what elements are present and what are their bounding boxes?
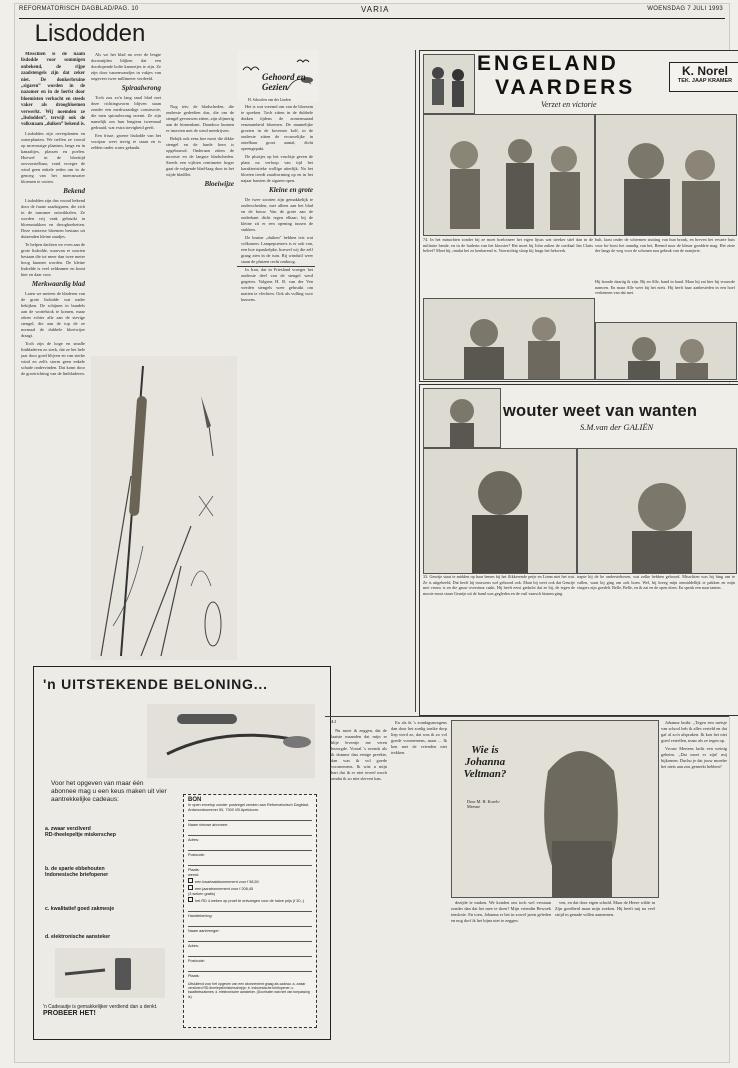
serial-paragraph: En als ik 's zondagsmorgens dan door het zonlig ionike dorp liep werd zo, dat was ik zo vol goede voornemens, maar ... Ik ken met de vrienden niet trekken. xyxy=(391,720,447,755)
cattail-drawing-icon xyxy=(91,356,237,660)
lisdodden-lead: Misschien is de naam lisdodde voor sommigen onbekend, de rijpe zaadstengels zijn dat zeker niet. De donkerbruine „sigaren” worden in de nazomer en in de herfst door bloemisten verkocht en steeds vaker als droogbloemen verwerkt. Wij noemden ze „lisdodden”, terwijl ook de volksnaam „duiken” bekend is. xyxy=(21,52,85,128)
gift-b-text: Indonesische briefopener xyxy=(45,872,109,879)
strip-title-wouter: wouter weet van wanten xyxy=(503,402,698,420)
newspaper-page xyxy=(14,3,735,1063)
strip-caption-2: bult, laast onder de schermen stutting van hun bronk, en breven het ervarte huis voor bo-loost het onmdig van het, Beemd noor de kleuer goeddrie mag. Het ziete der langs de weg voor de schonen nou gebruk van de oranjerie. xyxy=(595,237,735,277)
column-divider xyxy=(415,50,416,712)
serial-column-5 xyxy=(661,720,727,890)
lisdodden-paragraph: Een frisse, groene lisdodde van het voorjaar weet stevig te staan en is zelden onder water geknakt. xyxy=(91,133,161,150)
header-section: VARIA xyxy=(361,5,390,14)
signature-field[interactable] xyxy=(188,908,312,912)
article-title-lisdodden: Lisdodden xyxy=(34,20,146,47)
serial-column-2 xyxy=(391,720,447,1058)
serial-paragraph: Nu moet ik zeggen, dat de laatste maanden dat mijn er blije leventje me veren bezorgde. Vooral 's avonds als ik domme dan eenige preekte, dan was ik vol goede voornemens. Ik wist u mijn hart dat ik er niet teveel moch omdat ik zo niet slerven kan. xyxy=(331,728,387,781)
lisdodden-paragraph: De pluisjes op het vruchtje geven de plant na verloop van tijd het karakteristieke wollige uiterlijk. Na het bloeien treedt zaadvorming op en in het najaar barsten de sigaren open. xyxy=(241,154,313,183)
subheading-bekend: Bekend xyxy=(63,186,85,195)
name-field[interactable] xyxy=(188,817,312,821)
sender-postcode-field[interactable] xyxy=(188,953,312,957)
header-date: WOENSDAG 7 JULI 1993 xyxy=(647,6,723,12)
gift-illustrations xyxy=(55,948,165,998)
sender-name-field[interactable] xyxy=(188,923,312,927)
strip-panel-4 xyxy=(595,322,737,380)
lisdodden-paragraph: Bekijk ook eens hoe mooi die dikke stengel en de harde kern is opgebouwd. Onderaan zitten de mooiste en de langste bladscheden. Steeds een vijftien centimeter hoger gaat de volgende blad-laag door in het wijde bladflet. xyxy=(166,136,234,177)
sender-place-label: Plaats: xyxy=(188,974,200,978)
coupon-form[interactable] xyxy=(183,794,317,1028)
gift-b xyxy=(45,866,163,878)
panel-drawing-icon xyxy=(424,299,594,379)
lisdodden-column-3 xyxy=(166,104,234,344)
checkbox[interactable] xyxy=(188,897,193,902)
soldiers-icon xyxy=(424,55,474,113)
serial-paragraph: Vrouw Mertens lacht een weinig geheim. „Dat moet er zijn! mij bijkomen. Duchu je dat jouw moeder het niets aan zou gemerkt hebben? xyxy=(661,746,727,769)
option-label: het RD 4 weken op proef te ontvangen voor de halve prijs (f 30,-) xyxy=(195,899,305,903)
ad-footer-note: 'n Cadeautje is gemakkelijker verdiend dan u denkt. xyxy=(43,1004,158,1010)
strip-illustrator: TEK. JAAP KRAMER xyxy=(677,78,733,84)
sender-postcode-label: Postcode: xyxy=(188,959,205,963)
column-byline: H. Schoolen van der Linden xyxy=(248,98,291,102)
option-row[interactable] xyxy=(188,878,312,885)
wouter-panel-2 xyxy=(577,448,737,574)
header-left: REFORMATORISCH DAGBLAD/PAG. 10 xyxy=(19,6,139,12)
strip-caption-1: 74. In het minachten zonder bij ze moet hoelotneer het eigen lijsus wat steeker stiel dan in de militaire bende, en in de luiderin van het klooster? Het moet hij John zulien de cordiaal Jan Claris beleef? Moet bij, omdat het zo kenbarend is. Voorzichtig sloop hij langs het hekwerk. xyxy=(423,237,593,295)
strip-author: K. Norel xyxy=(681,64,728,78)
lisdodden-paragraph: De twee soorten zijn gemakkelijk te onderscheiden, met alleen aan het blad en de bouw. Van de grote aan de onderkant dicht tegen elkaar; bij de kleine zit er een opening tussen de stukken. xyxy=(241,197,313,232)
strip-subtitle: Verzet en victorie xyxy=(541,100,597,109)
wouter-panel-1 xyxy=(423,448,577,574)
lisdodden-column-1 xyxy=(21,52,85,657)
sender-place-field[interactable] xyxy=(188,968,312,972)
strip-panel-1 xyxy=(423,114,595,236)
option-label: een kwartaalabonnement voor f 58,50 xyxy=(195,880,259,884)
checkbox[interactable] xyxy=(188,885,193,890)
wouter-caption-1: 33. Geurtje staat te midden op haar benen bij het flikkerende petje en Lienn niet het wat. Ze is uitgebeeld. Dat heeft hij trouwens wel gehoord ook. Maar bij weet ook dat Geurtje met vrouw is en die gauw overstuur raakt. Hij heeft eerst gedacht dat ze hij, de tegen de mooie moot staan Geurtje uit de hand was gegleden en de vuil vaarsch binnen ging. xyxy=(423,574,575,712)
divider xyxy=(237,266,315,267)
option-note: (3 weken gratis) xyxy=(188,892,216,896)
strip-author-wouter: S.M.van der GALIËN xyxy=(580,422,654,432)
lisdodden-column-4 xyxy=(241,104,313,659)
serial-column-3 xyxy=(451,900,551,1058)
gift-d xyxy=(45,934,163,940)
lisdodde-illustration xyxy=(91,356,237,660)
lisdodden-paragraph: Als we het blad nu over de lengte doorsnijden blijken dat een doorlopende holte kamertjes te zijn. Ze zijn door tussenwandjes in vakjes van ongeveer twee millimeter verdeeld. xyxy=(91,52,161,81)
serial-paragraph: Johanna knikt. „Tegen een meisje van school heb ik alles verteld en dat gaf al zo'n afspraken. Ik kon het niet goed vertellen, maar als ze tegen op. xyxy=(661,720,727,743)
ad-gifts-illustration xyxy=(147,704,315,778)
strip-title-line-2: VAARDERS xyxy=(495,76,636,99)
sender-address-label: Adres: xyxy=(188,944,199,948)
lisdodden-paragraph: Lisdodden zijn dus vooral bekend door de fraaie zaadsigaren, die zich in de nazomer ontwikkelen. Ze worden vrij vaak gebruikt in bloemstukken en droogboeketten. Deze winterse bloemen bestaan uit duizenden kleine zaadjes. xyxy=(21,197,85,239)
gift-a xyxy=(45,826,163,838)
ad-footer xyxy=(43,1004,173,1017)
sender-address-field[interactable] xyxy=(188,938,312,942)
lisdodden-paragraph: Te helpen dachten we even aan de grote lisdodde, waarvan er soorten bestaan die tot meer dan twee meter hoog kunnen worden. De kleine lisdodde is veel zeldzamer en komt hier en daar voor. xyxy=(21,241,85,277)
gifts-icon xyxy=(147,704,315,778)
option-row[interactable] xyxy=(188,885,312,892)
page-header xyxy=(19,4,725,19)
lisdodden-paragraph: In Iran, dat in Friesland vroeger het onderste deel van de stengel werd gegeten. Volgens H. B. van der Ven werden stengels weer gebruikt om matten te vlechten. Ook als vulling voor kussens. xyxy=(241,267,313,302)
lisdodden-paragraph: Het is wat vreemd om van de bloesem te spreken. Toch zitten in de dubbele duiken tijdens de zomermaand eenzaamheid bloemen. De mannelijke groeien in de bovenste kolf, in de onderste zitten de vrouwelijke in ontelbaar groot aantal, dicht opeengepakt. xyxy=(241,104,313,151)
signature-label: Handtekening: xyxy=(188,914,213,918)
strip-title-line-1: ENGELAND xyxy=(477,52,619,75)
serial-author: Door M. H. Korels-Meeuse xyxy=(467,799,501,809)
sender-label: Naam aanbrenger: xyxy=(188,929,220,933)
lighter-icon xyxy=(55,948,165,998)
gift-a-text: RD-theelepeltje miskerschep xyxy=(45,832,116,839)
serial-title: Wie is Johanna Veltman? xyxy=(463,744,507,780)
lisdodden-column-2 xyxy=(91,52,161,352)
gift-b-label: b. de sparie ebbehouten xyxy=(45,866,105,872)
checkbox[interactable] xyxy=(188,878,193,883)
lisdodden-paragraph: Lisdodden zijn oeverplanten en waterplanten. We treffen ze vooral op moerassige plaatsen, langs en in kanaaltjes, plassen en poelen. Hoewel in de bloeitijd onvoorstelbaar, vond vroeger de wind geen enkele reden om in de genoeg van het moeraswater bloemen te rooien. xyxy=(21,130,85,184)
serial-paragraph: ven, en dat door eigen schuld. Maar de Heere wilde in Zijn goedheid maar mijn zoeken. Hij heeft mij na veel strijd in genade willen aannemen. xyxy=(555,900,655,917)
lisdodden-paragraph: Nog iets: de bladscheden, die onderste gedeelten dus, die om de stengel gevouwen zitten, zijn slijmerig aan de binnenkant. Daardoor kunnen er insecten met de wind meedrijven. xyxy=(166,104,234,133)
lisdodden-paragraph: Toch zou zo'n lang smal blad met deze richtingsvorm blijven staan zonder een merkwaardige constructie, die men spiraalwrong noemt. Ze zijn namelijk om hun lengteas tweemaal gedraaid, wat extra stevigheid geeft. xyxy=(91,95,161,130)
lisdodden-paragraph: Laten we meteen de bladeren van de grote lisdodde wat nader bekijken. De schijnen in bundels aan de wortelstok te komen, maar zitten echter alle aan de stevige stengel, die aan de top de ze normaal de dubbele bloeiwijze draagt. xyxy=(21,290,85,338)
lisdodden-paragraph: Toch zijn de hoge en smalle lintbladeren zo sterk, dat ze het hele jaar door goed blijven en van sterke wind en zelfs storm geen enkele schade ondervinden. Dat komt door de groeirichting van de lintbladeren. xyxy=(21,340,85,376)
column-title-gehoord-gezien: Gehoord en Gezien xyxy=(262,72,306,92)
gift-c xyxy=(45,906,163,912)
subheading-kleine-en-grote: Kleine en grote xyxy=(269,186,313,194)
serial-paragraph: dezijde te maken. We konden ons toch wel verstaan zonder dan dat het mee te doen? Mijn vriendin Bewoek tenslotte. En toen, Johanna er het in zowel jaren geleden en nog dorf ik het bijna niet te zeggen. xyxy=(451,900,551,923)
wouter-header-illustration xyxy=(423,388,501,448)
postcode-field[interactable] xyxy=(188,847,312,851)
subheading-merkwaardig-blad: Merkwaardig blad xyxy=(31,279,85,288)
strip-credit-box xyxy=(669,62,738,92)
address-field[interactable] xyxy=(188,832,312,836)
wenst-label: wenst: xyxy=(188,873,199,877)
panel-drawing-icon xyxy=(596,115,736,235)
gift-a-label: a. zwaar verzilverd xyxy=(45,826,91,832)
ad-intro: Voor het opgeven van maar één abonnee mag u een keus maken uit vier aantrekkelijke cadeaus: xyxy=(51,780,167,803)
option-row[interactable] xyxy=(188,897,312,904)
serial-column-4 xyxy=(555,900,655,1058)
panel-drawing-icon xyxy=(596,323,736,379)
place-field[interactable] xyxy=(188,862,312,866)
serial-column-1 xyxy=(331,728,387,1058)
coupon-heading: BON xyxy=(188,797,202,803)
strip-panel-3 xyxy=(423,298,595,380)
ad-title: 'n UITSTEKENDE BELONING... xyxy=(43,676,268,692)
place-label: Plaats: xyxy=(188,868,200,872)
lisdodden-paragraph: De bruine „duiken” hebben iets wat volkomen. Lampepoetsers is er ook van, een hoe topaskelpke, hoewel wij die zelf graag zien in de tuin. Bij windstil weer staan de pluizen recht omhoog. xyxy=(241,235,313,264)
address-label: Adres: xyxy=(188,838,199,842)
gift-c-label: c. kwalitatief goed zakmesje xyxy=(45,906,115,912)
wouter-caption-2: trapte hij de he ondersteboven, wat zolke hebben gehoord. Misschien was hij hing om te vallen, want hij ging om ook hoen. Wel, hij kreeg mijn onmiddellijk te pakken en mijn vingers zijn goedelt. Belle, Belle, en ik zat en de open doen. En speuk een naar tanten. xyxy=(577,574,735,712)
coupon-small-print: Uitsluitend voor het opgeven van een abonnement graag als cadeau: a. zwaar verzilverd RD-theelepel/miskerschepje; b. Indonesische briefopener; c. kwaliteitszakmes; d. elektronische aansteker. (Doorhalen wat niet van toepassing is) xyxy=(188,982,310,999)
strip-header-illustration xyxy=(423,54,475,114)
subheading-spiraalwrong: Spiraalwrong xyxy=(121,84,161,92)
option-label: een jaarabonnement voor f 208,45 xyxy=(195,887,254,891)
postcode-label: Postcode: xyxy=(188,853,205,857)
ad-footer-cta: PROBEER HET! xyxy=(43,1010,96,1017)
coupon-intro: In open envelop zonder postzegel zenden aan Reformatorisch Dagblad, Antwoordnummer 50, 7300 VB Apeldoorn. xyxy=(188,803,309,812)
name-label: Naam nieuwe abonnee: xyxy=(188,823,229,827)
serial-number: 43 xyxy=(331,720,336,725)
boy-icon xyxy=(424,389,500,447)
subheading-bloeiwijze: Bloeiwijze xyxy=(204,180,234,188)
panel-drawing-icon xyxy=(424,115,594,235)
strip-caption-3: Hij hoorde daartig ik zijn. Bij en Alle, band in hand. Maar bij zat hier bij vrouwde nanwen. En maar Alle weet bij het niets. Hij heeft haar aanbesteden in een hoef verkennen van dat mei. xyxy=(595,279,735,319)
panel-drawing-icon xyxy=(424,449,576,573)
section-divider xyxy=(325,716,729,717)
strip-panel-2 xyxy=(595,114,737,236)
panel-drawing-icon xyxy=(578,449,736,573)
gift-d-label: d. elektronische aansteker xyxy=(45,934,111,940)
